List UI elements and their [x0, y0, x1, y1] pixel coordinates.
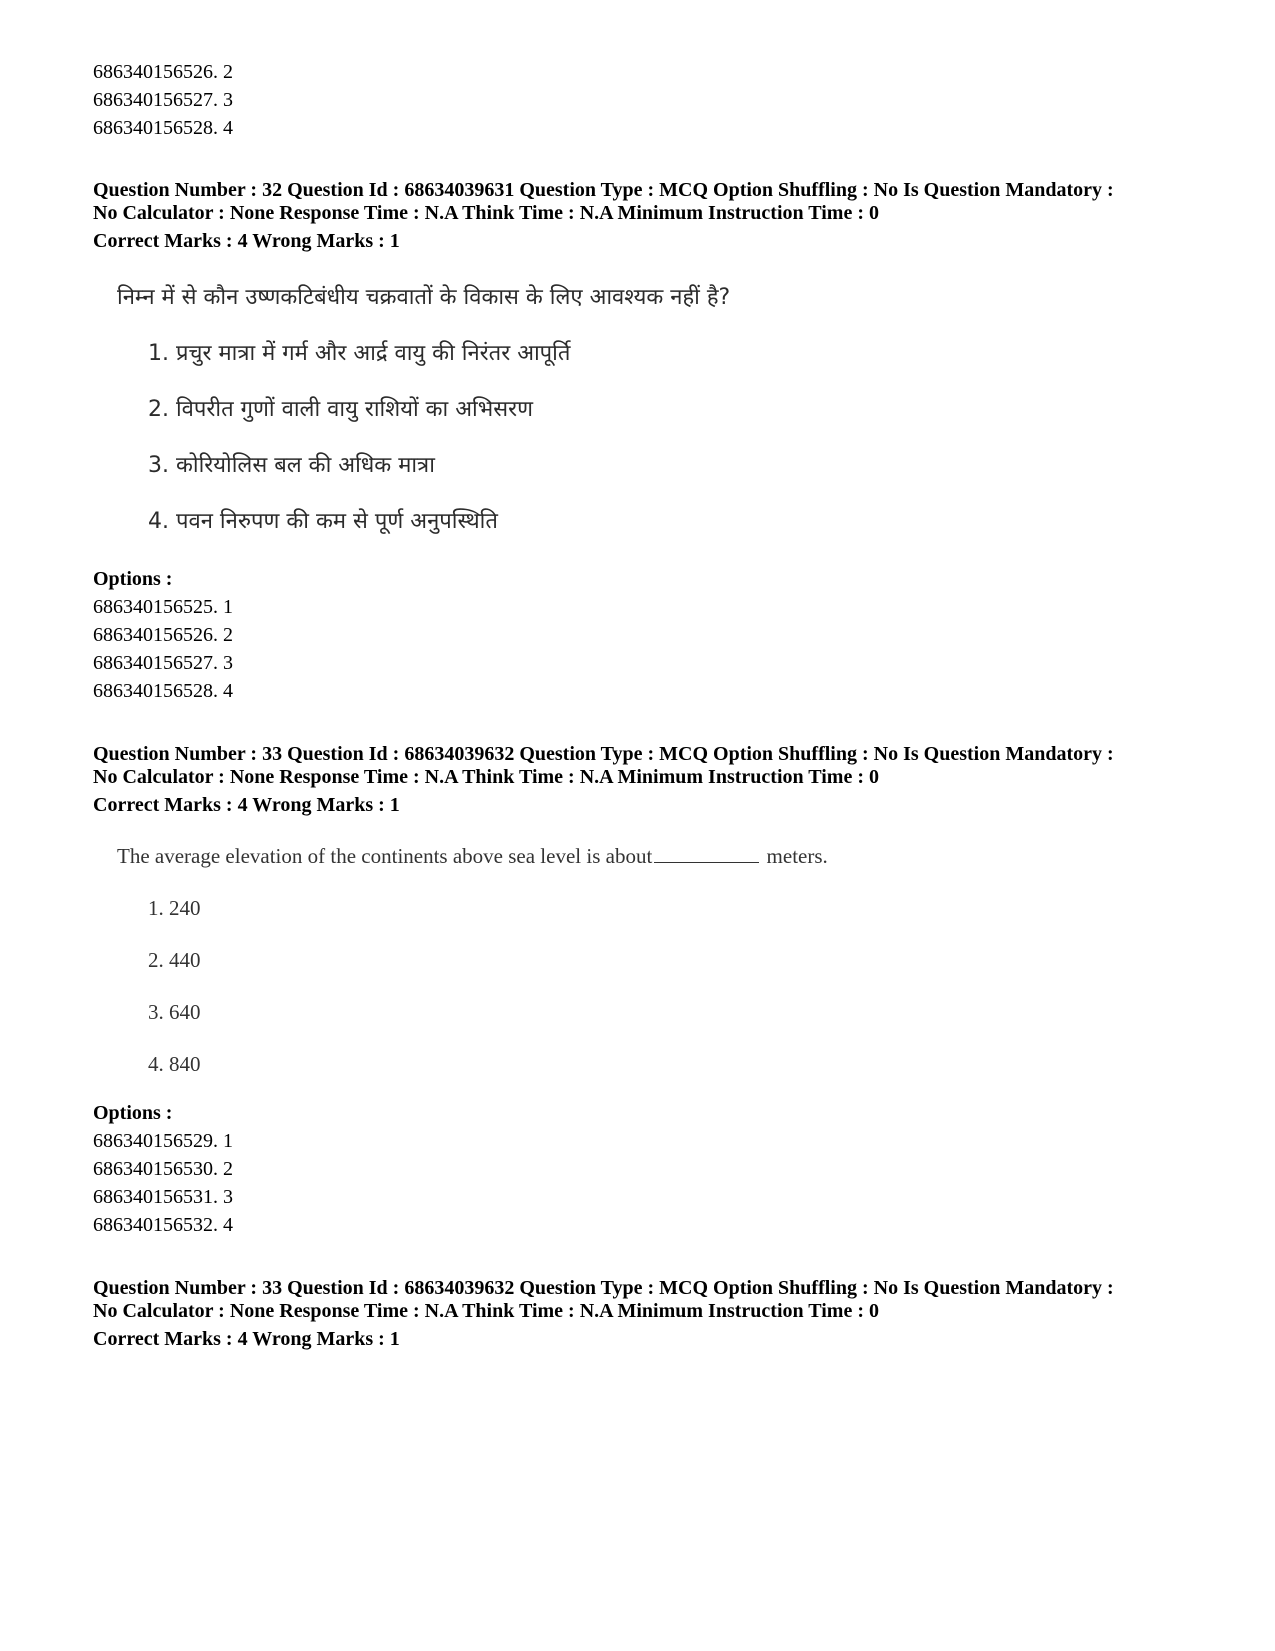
question-stem: निम्न में से कौन उष्णकटिबंधीय चक्रवातों के विकास के लिए आवश्यक नहीं है? [117, 285, 731, 310]
question-choice: 2. 440 [148, 948, 201, 972]
question-choice: 4. पवन निरुपण की कम से पूर्ण अनुपस्थिति [148, 509, 498, 534]
option-line: 686340156527. 3 [93, 652, 233, 674]
fill-in-blank [654, 845, 759, 863]
question-stem-unit: meters. [766, 844, 828, 868]
option-line: 686340156526. 2 [93, 624, 233, 646]
question-header: Question Number : 33 Question Id : 68634039632 Question Type : MCQ Option Shuffling : No Is Question Mandatory : [93, 743, 1114, 765]
option-line: 686340156531. 3 [93, 1186, 233, 1208]
question-choice: 4. 840 [148, 1052, 201, 1076]
options-label: Options : [93, 1102, 173, 1124]
question-header-cont: No Calculator : None Response Time : N.A Think Time : N.A Minimum Instruction Time : 0 [93, 202, 879, 224]
question-choice: 1. 240 [148, 896, 201, 920]
option-line: 686340156530. 2 [93, 1158, 233, 1180]
question-marks: Correct Marks : 4 Wrong Marks : 1 [93, 1328, 400, 1350]
option-line: 686340156529. 1 [93, 1130, 233, 1152]
question-choice: 3. 640 [148, 1000, 201, 1024]
question-stem [117, 843, 828, 869]
question-choice: 3. कोरियोलिस बल की अधिक मात्रा [148, 453, 435, 478]
option-line: 686340156526. 2 [93, 61, 233, 83]
option-line: 686340156532. 4 [93, 1214, 233, 1236]
option-line: 686340156528. 4 [93, 680, 233, 702]
question-header-cont: No Calculator : None Response Time : N.A Think Time : N.A Minimum Instruction Time : 0 [93, 766, 879, 788]
question-header: Question Number : 33 Question Id : 68634039632 Question Type : MCQ Option Shuffling : No Is Question Mandatory : [93, 1277, 1114, 1299]
option-line: 686340156528. 4 [93, 117, 233, 139]
question-marks: Correct Marks : 4 Wrong Marks : 1 [93, 794, 400, 816]
question-header: Question Number : 32 Question Id : 68634039631 Question Type : MCQ Option Shuffling : No Is Question Mandatory : [93, 179, 1114, 201]
question-choice: 2. विपरीत गुणों वाली वायु राशियों का अभिसरण [148, 397, 533, 422]
options-label: Options : [93, 568, 173, 590]
question-stem-text: The average elevation of the continents above sea level is about [117, 844, 653, 868]
question-marks: Correct Marks : 4 Wrong Marks : 1 [93, 230, 400, 252]
question-choice: 1. प्रचुर मात्रा में गर्म और आर्द्र वायु की निरंतर आपूर्ति [148, 341, 571, 366]
option-line: 686340156525. 1 [93, 596, 233, 618]
option-line: 686340156527. 3 [93, 89, 233, 111]
question-header-cont: No Calculator : None Response Time : N.A Think Time : N.A Minimum Instruction Time : 0 [93, 1300, 879, 1322]
